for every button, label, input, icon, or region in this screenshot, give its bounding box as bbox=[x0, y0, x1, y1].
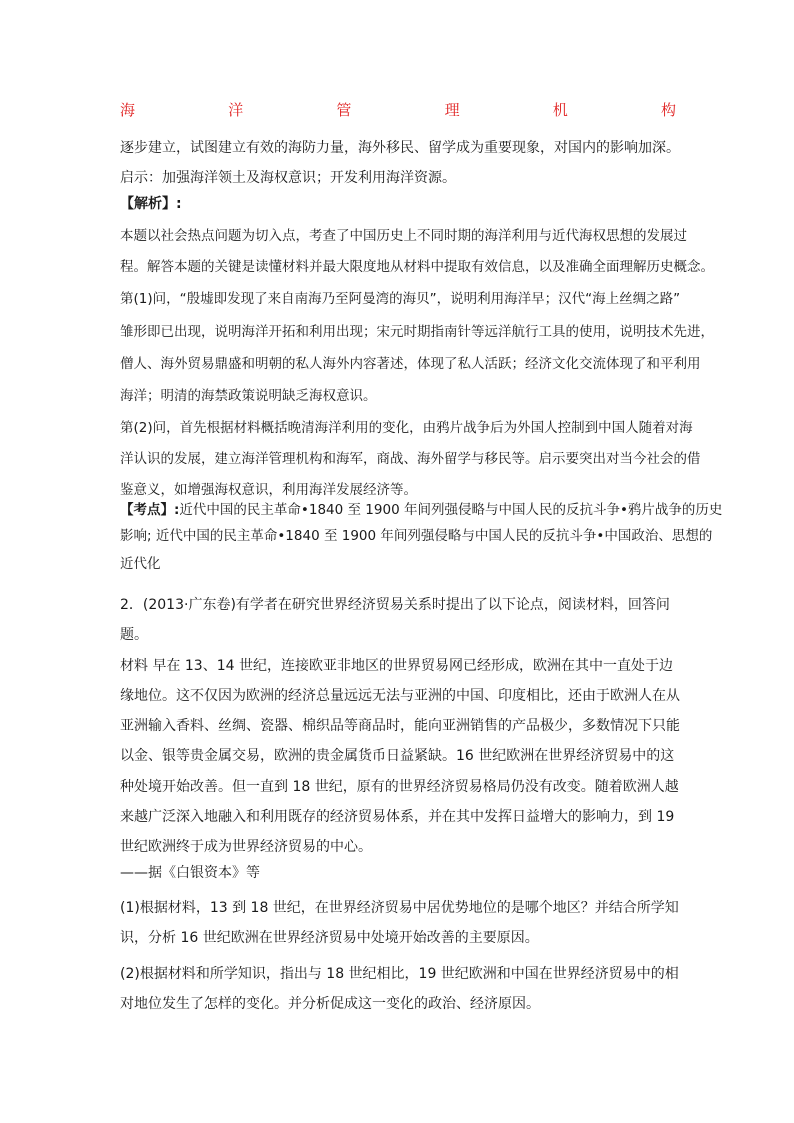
question-line: 材料 早在 13、14 世纪，连接欧亚非地区的世界贸易网已经形成，欧洲在其中一直处于边 bbox=[120, 658, 673, 674]
analysis-line: 鉴意义，如增强海权意识，利用海洋发展经济等。 bbox=[120, 482, 417, 498]
heading-char: 洋 bbox=[228, 101, 244, 119]
analysis-line: 雏形即已出现，说明海洋开拓和利用出现；宋元时期指南针等远洋航行工具的使用，说明技术先进， bbox=[120, 324, 714, 340]
analysis-line: 程。解答本题的关键是读懂材料并最大限度地从材料中提取有效信息，以及准确全面理解历史概念。 bbox=[120, 259, 714, 275]
question-line: (1)根据材料，13 到 18 世纪，在世界经济贸易中居优势地位的是哪个地区？并结合所学知 bbox=[120, 900, 679, 916]
kaodian-line: 近代化 bbox=[120, 556, 161, 572]
heading-char: 海 bbox=[120, 101, 136, 119]
question-line: 亚洲输入香料、丝绸、瓷器、棉织品等商品时，能向亚洲销售的产品极少，多数情况下只能 bbox=[120, 718, 680, 734]
kaodian-label: 【考点】: bbox=[120, 502, 180, 518]
heading-char: 构 bbox=[660, 101, 676, 119]
analysis-line: 本题以社会热点问题为切入点，考查了中国历史上不同时期的海洋利用与近代海权思想的发展过 bbox=[120, 228, 687, 244]
heading-char: 理 bbox=[444, 101, 460, 119]
kaodian-line bbox=[120, 500, 722, 520]
analysis-line: 洋认识的发展，建立海洋管理机构和海军，商战、海外留学与移民等。启示要突出对当今社会的借 bbox=[120, 451, 701, 467]
heading-char: 管 bbox=[336, 101, 352, 119]
kaodian-line: 影响; 近代中国的民主革命•1840 至 1900 年间列强侵略与中国人民的反抗斗争•中国政治、思想的 bbox=[120, 528, 713, 544]
question-line: 识，分析 16 世纪欧洲在世界经济贸易中处境开始改善的主要原因。 bbox=[120, 930, 539, 946]
analysis-line: 第(1)问，“殷墟即发现了来自南海乃至阿曼湾的海贝”，说明利用海洋早；汉代“海上丝绸之路” bbox=[120, 291, 681, 307]
red-heading-fragment bbox=[120, 100, 676, 120]
analysis-heading: 【解析】: bbox=[120, 196, 182, 212]
heading-char: 机 bbox=[552, 101, 568, 119]
question-line: 种处境开始改善。但一直到 18 世纪，原有的世界经济贸易格局仍没有改变。随着欧洲人越 bbox=[120, 779, 679, 795]
question-line: (2)根据材料和所学知识，指出与 18 世纪相比，19 世纪欧洲和中国在世界经济贸易中的相 bbox=[120, 966, 679, 982]
text-line: 启示：加强海洋领土及海权意识；开发利用海洋资源。 bbox=[120, 170, 456, 186]
question-line: 对地位发生了怎样的变化。并分析促成这一变化的政治、经济原因。 bbox=[120, 996, 540, 1012]
text-line: 逐步建立，试图建立有效的海防力量，海外移民、留学成为重要现象，对国内的影响加深。 bbox=[120, 140, 680, 156]
analysis-line: 海洋；明清的海禁政策说明缺乏海权意识。 bbox=[120, 388, 377, 404]
analysis-line: 第(2)问，首先根据材料概括晚清海洋利用的变化，由鸦片战争后为外国人控制到中国人随着对海 bbox=[120, 420, 693, 436]
kaodian-text: 近代中国的民主革命•1840 至 1900 年间列强侵略与中国人民的反抗斗争•鸦片战争的历史 bbox=[179, 502, 723, 518]
question-line: 来越广泛深入地融入和利用既存的经济贸易体系，并在其中发挥日益增大的影响力，到 19 bbox=[120, 809, 675, 825]
question-line: 世纪欧洲终于成为世界经济贸易的中心。 bbox=[120, 839, 372, 855]
source-line: ——据《白银资本》等 bbox=[120, 865, 260, 881]
analysis-line: 僧人、海外贸易鼎盛和明朝的私人海外内容著述，体现了私人活跃；经济文化交流体现了和平利用 bbox=[120, 356, 701, 372]
question-line: 以金、银等贵金属交易，欧洲的贵金属货币日益紧缺。16 世纪欧洲在世界经济贸易中的这 bbox=[120, 748, 675, 764]
question-line: 题。 bbox=[120, 627, 148, 643]
question-line: 缘地位。这不仅因为欧洲的经济总量远远无法与亚洲的中国、印度相比，还由于欧洲人在从 bbox=[120, 688, 680, 704]
question-line: 2．(2013·广东卷)有学者在研究世界经济贸易关系时提出了以下论点，阅读材料，回答问 bbox=[120, 597, 670, 613]
